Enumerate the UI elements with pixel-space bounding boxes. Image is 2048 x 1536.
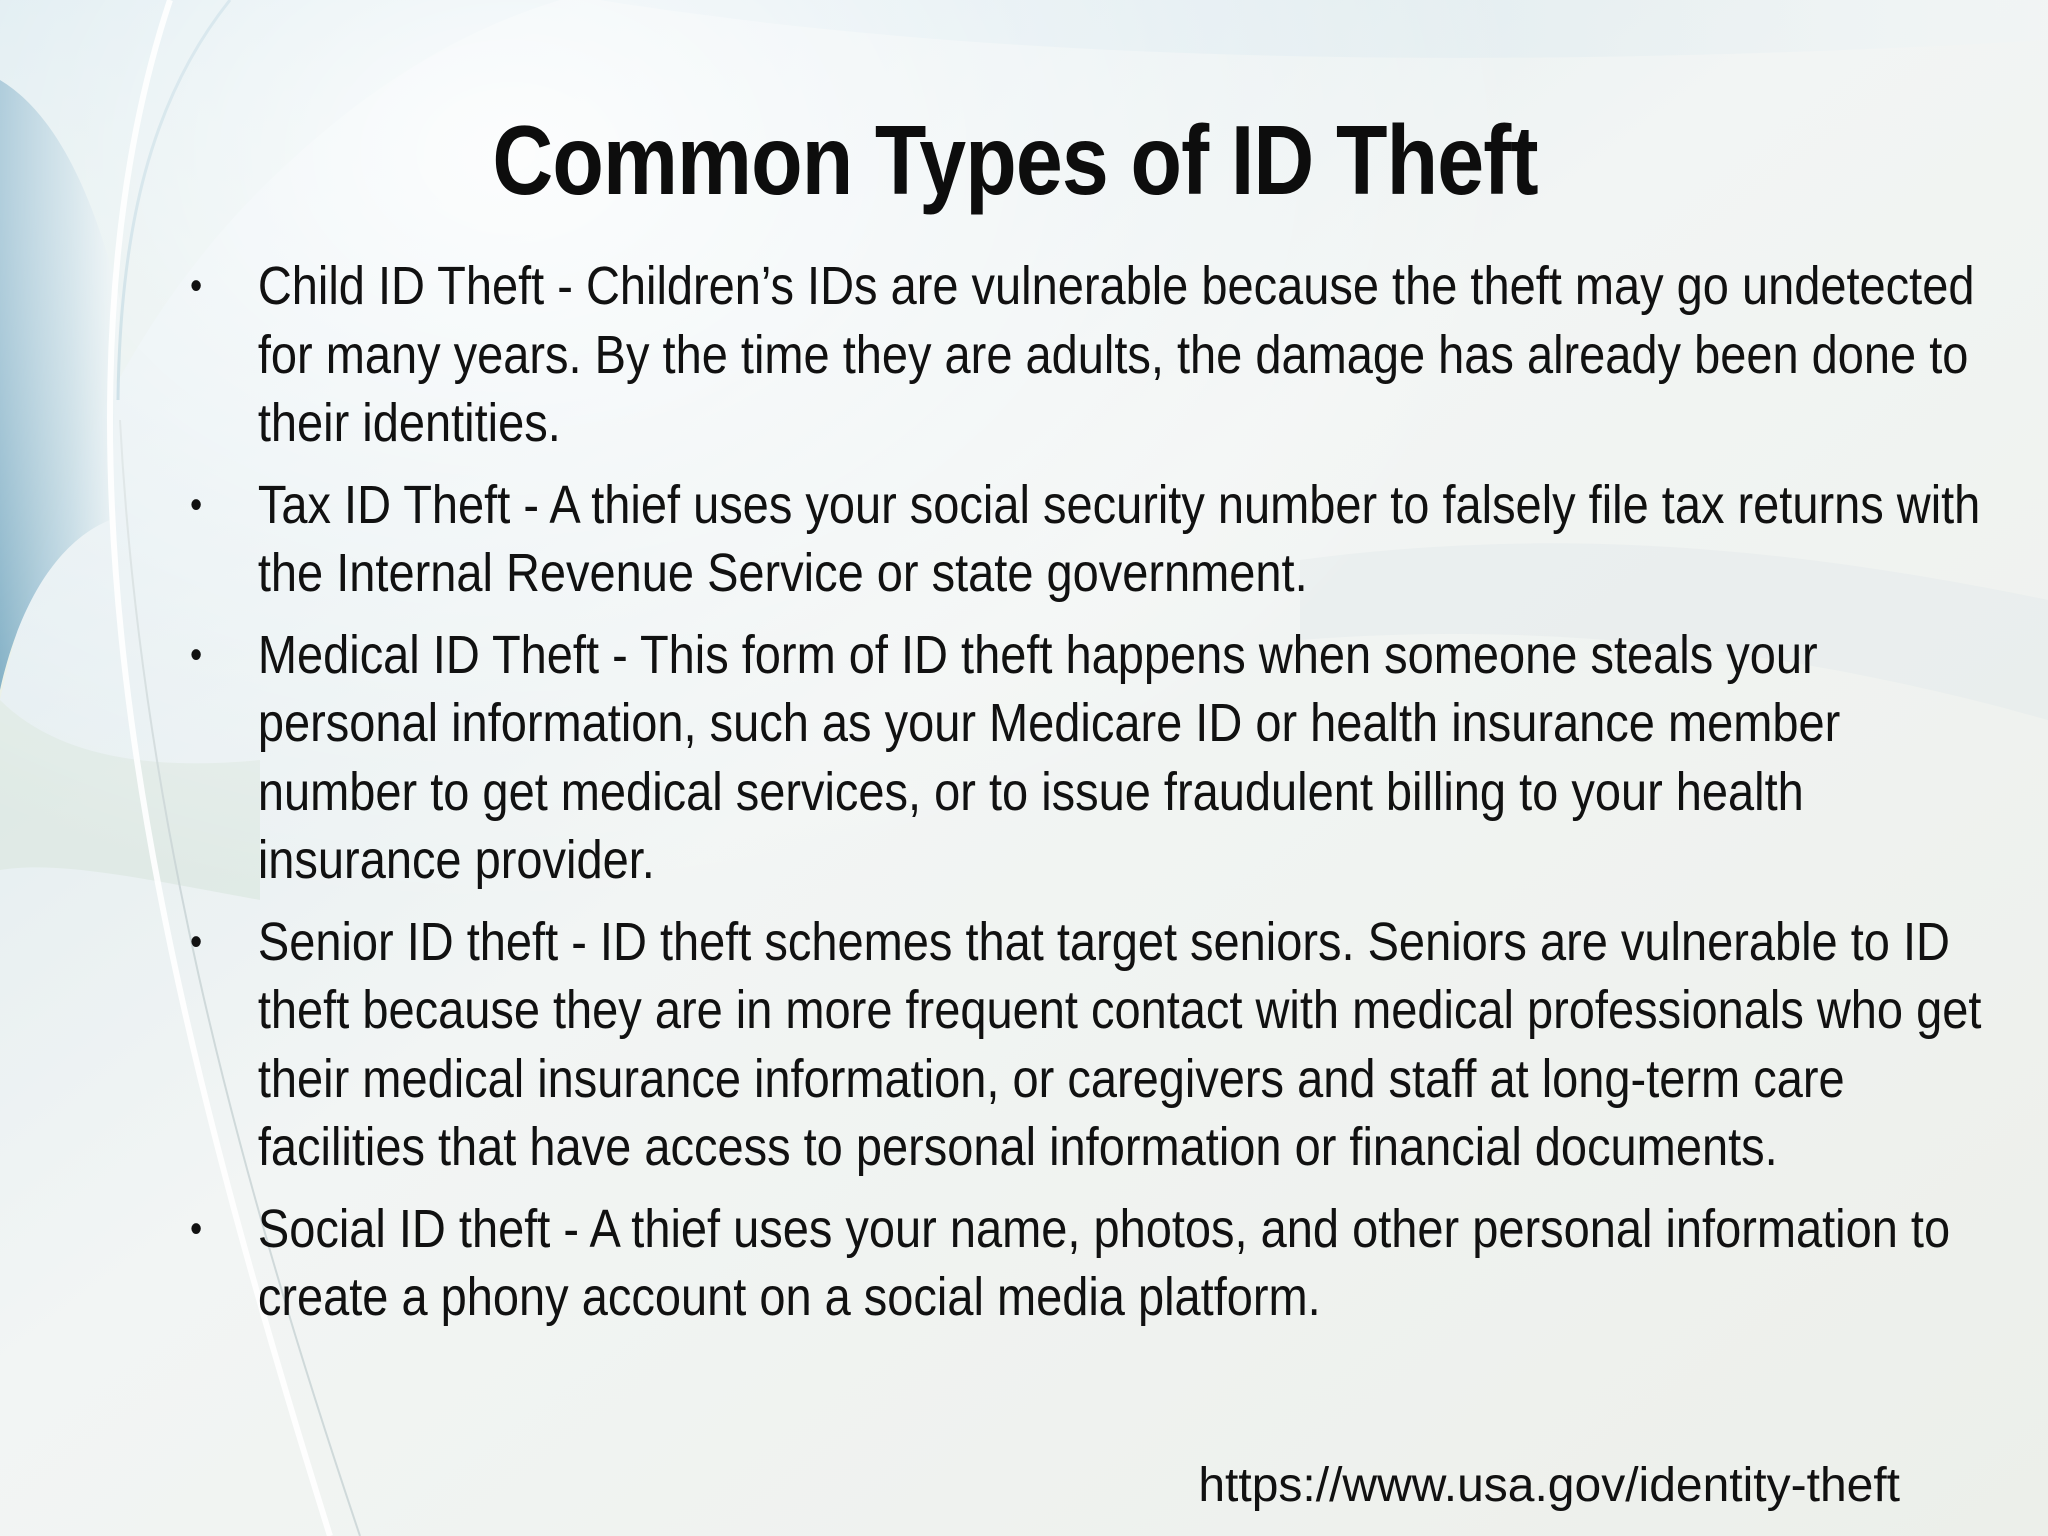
bullet-marker: • <box>190 1206 203 1251</box>
bullet-senior-id-theft <box>190 908 1989 1182</box>
source-url: https://www.usa.gov/identity-theft <box>1198 1459 1900 1512</box>
bullet-list <box>190 252 1982 1345</box>
bullet-text: Medical ID Theft - This form of ID theft happens when someone steals your personal information, such as your Medicare ID or health insurance member number to get medical services, or to issue fraudulent billing to your health insurance provider. <box>257 624 1841 890</box>
slide-title: Common Types of ID Theft <box>492 105 1538 215</box>
bullet-social-id-theft <box>190 1195 1989 1332</box>
bullet-marker: • <box>190 482 203 527</box>
bullet-text: Tax ID Theft - A thief uses your social security number to falsely file tax returns with the Internal Revenue Service or state government. <box>257 474 1981 603</box>
bullet-marker: • <box>190 632 203 677</box>
bullet-text: Social ID theft - A thief uses your name, photos, and other personal information to create a phony account on a social media platform. <box>257 1198 1951 1327</box>
bullet-medical-id-theft <box>190 621 1989 895</box>
bullet-text: Child ID Theft - Children’s IDs are vulnerable because the theft may go undetected for many years. By the time they are adults, the damage has already been done to their identities. <box>257 256 1975 453</box>
bullet-child-id-theft <box>190 252 1989 458</box>
bullet-tax-id-theft <box>190 471 1989 608</box>
bullet-text: Senior ID theft - ID theft schemes that target seniors. Seniors are vulnerable to ID theft because they are in more frequent contact with medical professionals who get their medical insurance information, or caregivers and staff at long-term care facilities that have access to personal information or financial documents. <box>257 911 1982 1177</box>
bullet-marker: • <box>190 264 203 308</box>
bullet-marker: • <box>190 919 203 964</box>
